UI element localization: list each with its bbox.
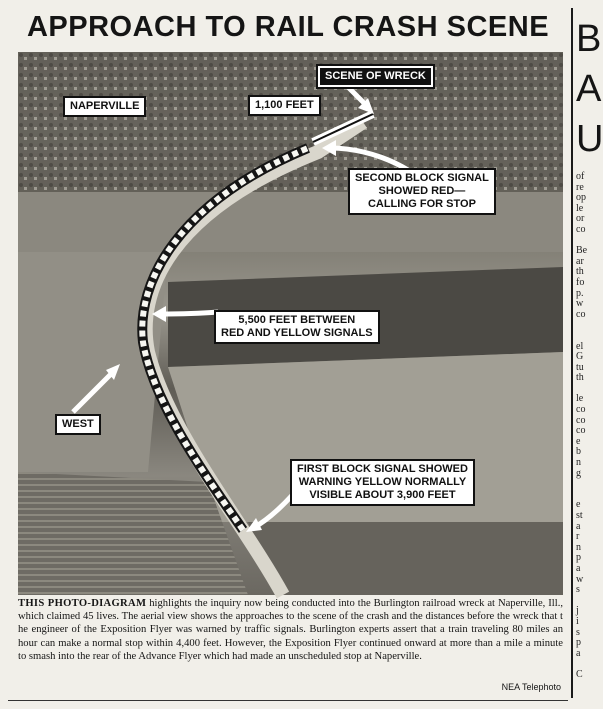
adjacent-headline-fragment: B A U [576,18,603,160]
lower-field [248,522,563,595]
label-5500-feet: 5,500 FEET BETWEEN RED AND YELLOW SIGNALS [214,310,380,344]
photo-credit: NEA Telephoto [501,682,561,692]
label-scene-of-wreck: SCENE OF WRECK [318,66,433,87]
adjacent-column-fragment: of re op le or co Be ar th fo p. w co el G tu th le co co co e b n g e st a r n p a w s j i s p a C [576,171,588,680]
headline: APPROACH TO RAIL CRASH SCENE [26,11,550,43]
label-west: WEST [55,414,101,435]
label-second-signal: SECOND BLOCK SIGNAL SHOWED RED— CALLING FOR STOP [348,168,496,215]
photo-caption [18,597,563,663]
column-rule [571,8,573,698]
caption-lead: THIS PHOTO-DIAGRAM [18,598,147,609]
label-first-signal: FIRST BLOCK SIGNAL SHOWED WARNING YELLOW NORMALLY VISIBLE ABOUT 3,900 FEET [290,459,475,506]
aerial-photo [18,52,563,595]
arrow-5500 [160,312,218,314]
label-naperville: NAPERVILLE [63,96,146,117]
label-1100-feet: 1,100 FEET [248,95,321,116]
bottom-rule [8,700,568,701]
caption-body: highlights the inquiry now being conducted into the Burlington railroad wreck at Naperville, Ill., which claimed 45 lives. The aerial view shows the approaches to the scene of the crash and the distances before the wreck that t he engineer of the Exposition Flyer was warned by traffic signals. Burlington experts assert that a train traveling 80 miles an hour can make a normal stop within 4,400 feet. However, the Exposition Flyer continued onward at more than a mile a minute to smash into the rear of the Advance Flyer which had made an unscheduled stop at Naperville. [18,598,563,662]
